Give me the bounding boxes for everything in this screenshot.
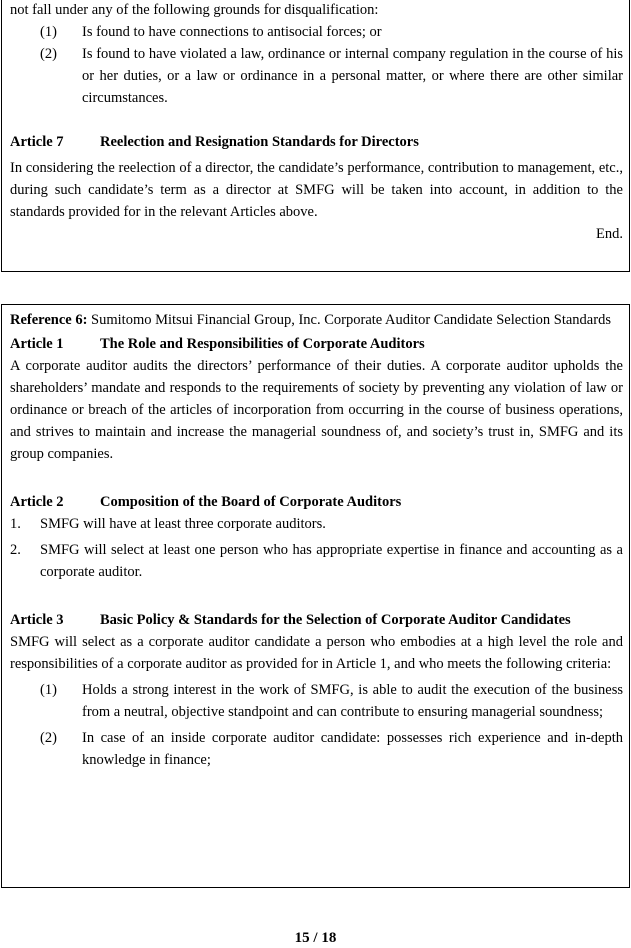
list-item: [10, 679, 623, 723]
page-number: 15 / 18: [294, 930, 337, 946]
list-item: [10, 539, 623, 583]
list-marker: 1.: [10, 516, 21, 532]
article-heading: [10, 491, 623, 513]
list-marker: (1): [40, 682, 57, 698]
article-number: Article 3: [10, 612, 64, 628]
list-item-text: Holds a strong interest in the work of SMFG, is able to audit the execution of the business from a neutral, objective standpoint and can contribute to ensuring managerial soundness;: [82, 682, 623, 720]
article-body: SMFG will select as a corporate auditor candidate a person who embodies at a high level the role and responsibilities of a corporate auditor as provided for in Article 1, and who meets the following criteria:: [10, 634, 623, 672]
article-body: A corporate auditor audits the directors’ performance of their duties. A corporate auditor upholds the shareholders’ mandate and responds to the requirements of society by preventing any violation of law or ordinance or breach of the articles of incorporation from occurring in the course of business operations, and strives to maintain and increase the managerial soundness of, and society’s trust in, SMFG and its group companies.: [10, 358, 623, 462]
list-item: [10, 21, 623, 43]
article-number: Article 1: [10, 336, 64, 352]
list-item-text: Is found to have violated a law, ordinance or internal company regulation in the course of his or her duties, or a law or ordinance in a personal matter, or where there are other similar circumstances.: [82, 46, 623, 106]
article-number: Article 2: [10, 494, 64, 510]
continued-standards-box: [1, 0, 630, 272]
reference-title: Sumitomo Mitsui Financial Group, Inc. Corporate Auditor Candidate Selection Standards: [91, 312, 611, 328]
article-title: Basic Policy & Standards for the Selection of Corporate Auditor Candidates: [100, 612, 571, 628]
list-marker: (1): [40, 24, 57, 40]
list-item-text: Is found to have connections to antisocial forces; or: [82, 24, 382, 40]
article-number: Article 7: [10, 134, 64, 150]
reference-heading: [10, 309, 623, 331]
list-marker: (2): [40, 46, 57, 62]
end-marker: End.: [596, 226, 623, 242]
list-item: [10, 513, 623, 535]
list-item-text: In case of an inside corporate auditor candidate: possesses rich experience and in-depth knowledge in finance;: [82, 730, 623, 768]
article-title: The Role and Responsibilities of Corporate Auditors: [100, 336, 425, 352]
article-title: Reelection and Resignation Standards for Directors: [100, 134, 419, 150]
intro-text: not fall under any of the following grounds for disqualification:: [10, 2, 379, 18]
list-item-text: SMFG will have at least three corporate auditors.: [40, 516, 326, 532]
reference-label: Reference 6:: [10, 312, 88, 328]
list-marker: 2.: [10, 542, 21, 558]
list-marker: (2): [40, 730, 57, 746]
list-item-text: SMFG will select at least one person who has appropriate expertise in finance and accounting as a corporate auditor.: [40, 542, 623, 580]
corporate-auditor-standards-box: [1, 304, 630, 888]
list-item: [10, 727, 623, 771]
article-body: In considering the reelection of a director, the candidate’s performance, contribution to management, etc., during such candidate’s term as a director at SMFG will be taken into account, in addition to the standards provided for in the relevant Articles above.: [10, 160, 623, 220]
article-heading: [10, 333, 623, 355]
list-item: [10, 43, 623, 109]
article-heading: [10, 131, 623, 153]
article-heading: [10, 609, 623, 631]
article-title: Composition of the Board of Corporate Auditors: [100, 494, 402, 510]
